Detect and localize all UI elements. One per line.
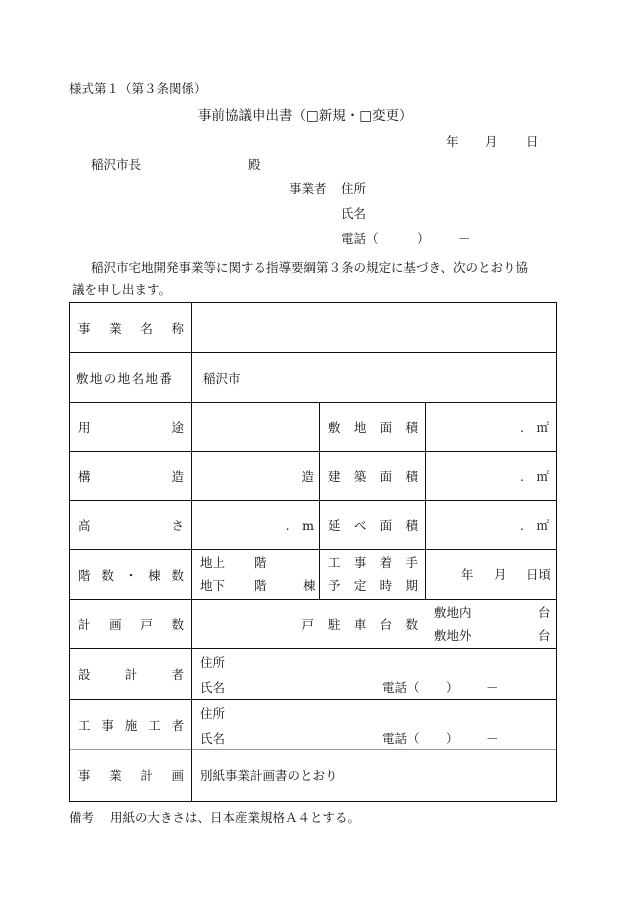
total-floor-area-value[interactable]: . ㎡	[520, 518, 549, 533]
usage-input[interactable]	[192, 403, 319, 451]
designer-phone-dash: －	[486, 680, 499, 695]
label-total-floor-area: 延 べ 面 積	[328, 518, 418, 533]
date-day: 日	[526, 134, 539, 149]
location-value[interactable]: 稲沢市	[203, 370, 241, 386]
column-divider	[319, 402, 320, 599]
height-value[interactable]: . m	[285, 518, 314, 533]
contractor-phone-dash: －	[486, 731, 499, 746]
parking-inside-unit: 台	[538, 605, 551, 620]
label-start-date-1: 工 事 着 手	[328, 555, 418, 570]
applicant-phone-dash: －	[458, 231, 471, 246]
designer-phone-close: ）	[446, 680, 459, 695]
project-name-input[interactable]	[192, 303, 556, 352]
start-date-year: 年	[461, 567, 474, 582]
applicant-address-label: 住所	[341, 181, 367, 196]
contractor-phone-label: 電話（	[382, 731, 420, 746]
floors-above-label: 地上	[200, 555, 226, 570]
application-table	[69, 302, 557, 802]
remark-text: 用紙の大きさは、日本産業規格Ａ４とする。	[110, 810, 361, 825]
label-start-date-2: 予 定 時 期	[328, 578, 418, 593]
designer-address-label: 住所	[200, 655, 226, 670]
applicant-name-label: 氏名	[341, 206, 367, 221]
start-date-day: 日頃	[526, 567, 552, 582]
intro-line-2: 議を申し出ます。	[72, 282, 172, 297]
designer-phone-label: 電話（	[382, 680, 420, 695]
label-building-area: 建 築 面 積	[328, 469, 418, 484]
parking-outside-unit: 台	[538, 628, 551, 643]
label-height: 高 さ	[78, 518, 184, 533]
remark-label: 備考	[69, 810, 95, 825]
building-area-value[interactable]: . ㎡	[520, 469, 549, 484]
structure-value[interactable]: 造	[301, 469, 314, 484]
applicant-phone-label: 電話（	[341, 231, 379, 246]
parking-outside-label: 敷地外	[434, 628, 472, 643]
applicant-label: 事業者	[289, 181, 327, 196]
start-date-month: 月	[494, 567, 507, 582]
floors-below-label: 地下	[200, 578, 226, 593]
designer-name-label: 氏名	[200, 680, 226, 695]
label-contractor: 工 事 施 工 者	[78, 717, 184, 733]
label-project-name: 事 業 名 称	[78, 320, 184, 336]
form-label: 様式第１（第３条関係）	[69, 81, 207, 96]
applicant-phone-close: ）	[417, 231, 430, 246]
label-usage: 用 途	[78, 420, 184, 435]
parking-inside-label: 敷地内	[434, 605, 472, 620]
label-parking: 駐 車 台 数	[328, 617, 418, 632]
contractor-phone-close: ）	[446, 731, 459, 746]
honorific: 殿	[248, 157, 261, 172]
addressee: 稲沢市長	[91, 157, 142, 172]
planned-units-value[interactable]: 戸	[301, 617, 314, 632]
intro-line-1: 稲沢市宅地開発事業等に関する指導要綱第３条の規定に基づき、次のとおり協	[91, 260, 529, 275]
floors-above-unit: 階	[254, 555, 267, 570]
site-area-value[interactable]: . ㎡	[520, 420, 549, 435]
label-site-area: 敷 地 面 積	[328, 420, 418, 435]
label-designer: 設 計 者	[78, 667, 184, 682]
business-plan-value[interactable]: 別紙事業計画書のとおり	[200, 768, 338, 783]
buildings-unit: 棟	[303, 578, 316, 593]
document-title: 事前協議申出書（□新規・□変更）	[198, 108, 413, 124]
label-structure: 構 造	[78, 469, 184, 484]
contractor-address-label: 住所	[200, 706, 226, 721]
contractor-name-label: 氏名	[200, 731, 226, 746]
date-year: 年	[446, 134, 459, 149]
column-divider	[191, 303, 192, 801]
date-month: 月	[485, 134, 498, 149]
label-location: 敷地の地名地番	[76, 370, 174, 386]
label-floors: 階 数 ・ 棟 数	[78, 567, 184, 583]
label-planned-units: 計 画 戸 数	[78, 617, 184, 632]
label-business-plan: 事 業 計 画	[78, 768, 184, 783]
floors-below-unit: 階	[254, 578, 267, 593]
